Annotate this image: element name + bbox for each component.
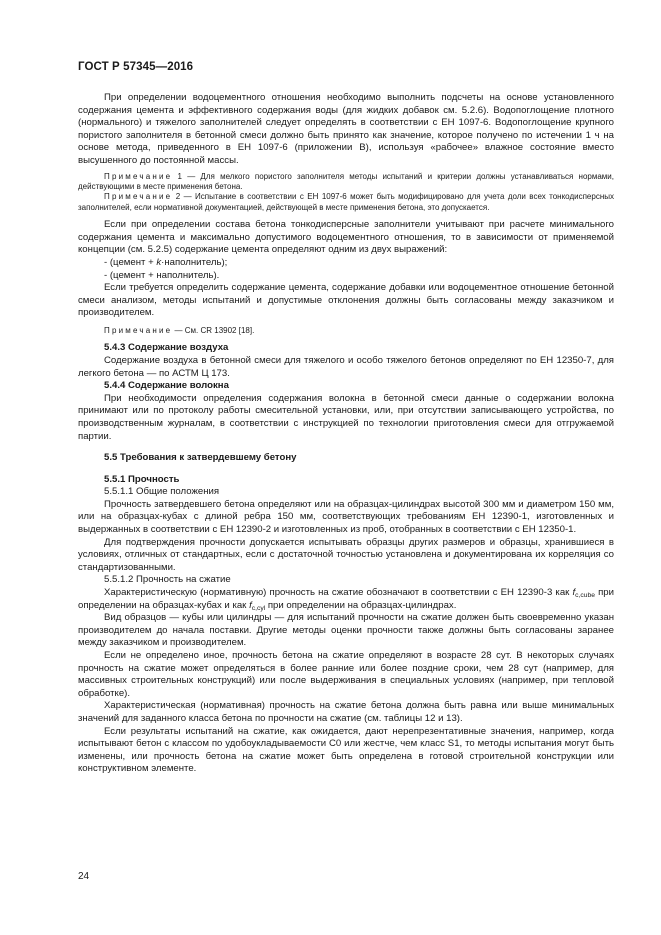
document-body (78, 92, 614, 776)
subscript: c,cyl (251, 604, 266, 612)
subsection-heading: 5.5.1.2 Прочность на сжатие (104, 574, 231, 586)
list-item (78, 257, 614, 270)
subscript: c,cube (575, 592, 595, 600)
note-1 (78, 172, 614, 193)
note-text: 1 — Для мелкого пористого заполнителя методы испытаний и критерии должны устанавливаться нормами, действующими в месте применения бетона. (78, 171, 614, 191)
list-item-text: ·наполнитель); (161, 256, 228, 268)
paragraph: Вид образцов — кубы или цилиндры — для испытаний прочности на сжатие должен быть своевременно указан производителем до начала поставки. Другие методы оценки прочности также должны быть согласованы заранее между заказчиком и производителем. (78, 612, 614, 649)
paragraph: Для подтверждения прочности допускается испытывать образцы других размеров и образцы, хранившиеся в условиях, отличных от стандартных, если с достаточной точностью установлена и документирована их корреляция со стандартизованными. (78, 536, 614, 573)
list-item-text: - (цемент + (104, 256, 157, 268)
note-text: — См. CR 13902 [18]. (172, 325, 255, 335)
section-heading: 5.4.3 Содержание воздуха (104, 342, 229, 354)
page-number: 24 (78, 871, 90, 882)
section-heading: 5.5.1 Прочность (104, 473, 180, 485)
section-heading: 5.5 Требования к затвердевшему бетону (104, 452, 297, 464)
paragraph: Содержание воздуха в бетонной смеси для тяжелого и особо тяжелого бетонов определяют по ЕН 12350-7, для легкого бетона — по АСТМ Ц 173. (78, 354, 614, 379)
text: Характеристическую (нормативную) прочность на сжатие обозначают в соответствии с ЕН 12390-3 как (104, 587, 573, 599)
coefficient-k: k (156, 256, 162, 268)
paragraph: Если не определено иное, прочность бетона на сжатие определяют в возрасте 28 сут. В некоторых случаях прочность на сжатие может определяться в более ранние или более поздние сроки, чем 28 сут (например, для массивных строительных конструкций) или после выдерживания в специальных условиях (например, при тепловой обработке). (78, 650, 614, 699)
symbol-f: f (249, 599, 252, 611)
note-label: Примечание (104, 192, 173, 202)
text: при определении на образцах-цилиндрах. (265, 599, 457, 611)
note-2 (78, 192, 614, 213)
standard-header: ГОСТ Р 57345—2016 (78, 61, 194, 73)
paragraph: Если результаты испытаний на сжатие, как ожидается, дают нерепрезентативные значения, например, когда испытывают бетон с классом по удобоукладываемости С0 или жестче, чем класс S1, то методы испытания могут быть изменены, или прочность бетона на сжатие может быть определена в готовой строительной конструкции или конструктивном элементе. (78, 725, 614, 775)
text: при определении на образцах-кубах и как (78, 587, 614, 611)
paragraph: Характеристическая (нормативная) прочность на сжатие бетона должна быть равна или выше минимальных значений для заданного класса бетона по прочности на сжатие (см. таблицы 12 и 13). (78, 700, 614, 724)
note-label: Примечание (104, 171, 173, 181)
section-heading: 5.4.4 Содержание волокна (104, 380, 229, 392)
symbol-f: f (572, 587, 576, 599)
paragraph: Если требуется определить содержание цемента, содержание добавки или водоцементное отношение бетонной смеси анализом, методы испытаний и допустимые отклонения должны быть согласованы между заказчиком и производителем. (78, 282, 614, 319)
list-item: - (цемент + наполнитель). (104, 269, 220, 281)
paragraph: Прочность затвердевшего бетона определяют или на образцах-цилиндрах высотой 300 мм и диаметром 150 мм, или на образцах-кубах с длиной ребра 150 мм, соответствующих требованиям ЕН 12390-1, изготовленных и выдержанных в соответствии с ЕН 12390-2 и изготовленных из проб, отобранных в соответствии с ЕН 12350-1. (78, 498, 614, 536)
paragraph: Если при определении состава бетона тонкодисперсные заполнители учитывают при расчете минимального содержания цемента и максимально допустимого водоцементного отношения, то в зависимости от применяемой концепции (см. 5.2.5) содержание цемента определяют одним из двух выражений: (78, 219, 614, 256)
note-3 (78, 326, 614, 336)
paragraph (78, 587, 614, 612)
paragraph: При определении водоцементного отношения необходимо выполнить подсчеты на основе установленного содержания цемента и эффективного содержания воды (для жидких добавок см. 5.2.6). Водопоглощение плотного (нормального) и тяжелого заполнителей следует определять в соответствии с ЕН 1097-6. Водопоглощение крупного пористого заполнителя в бетонной смеси должно быть принято как значение, которое получено по истечении 1 ч на основе метода, приведенного в ЕН 1097-6 (приложении В), используя «рабочее» влажное состояние вместо высушенного до постоянной массы. (78, 92, 614, 166)
subsection-heading: 5.5.1.1 Общие положения (104, 486, 220, 498)
paragraph: При необходимости определения содержания волокна в бетонной смеси данные о содержании волокна принимают или по протоколу работы смесительной установки, или, при отсутствии записывающего устройства, по производственным журналам, в соответствии с инструкцией по технологии приготовления смеси для отгружаемой партии. (78, 392, 614, 442)
note-label: Примечание (104, 325, 173, 335)
note-text: 2 — Испытание в соответствии с ЕН 1097-6 может быть модифицировано для учета доли всех тонкодисперсных заполнителей, если нормативной документацией, действующей в месте применения бетона, это допускается. (78, 192, 614, 212)
